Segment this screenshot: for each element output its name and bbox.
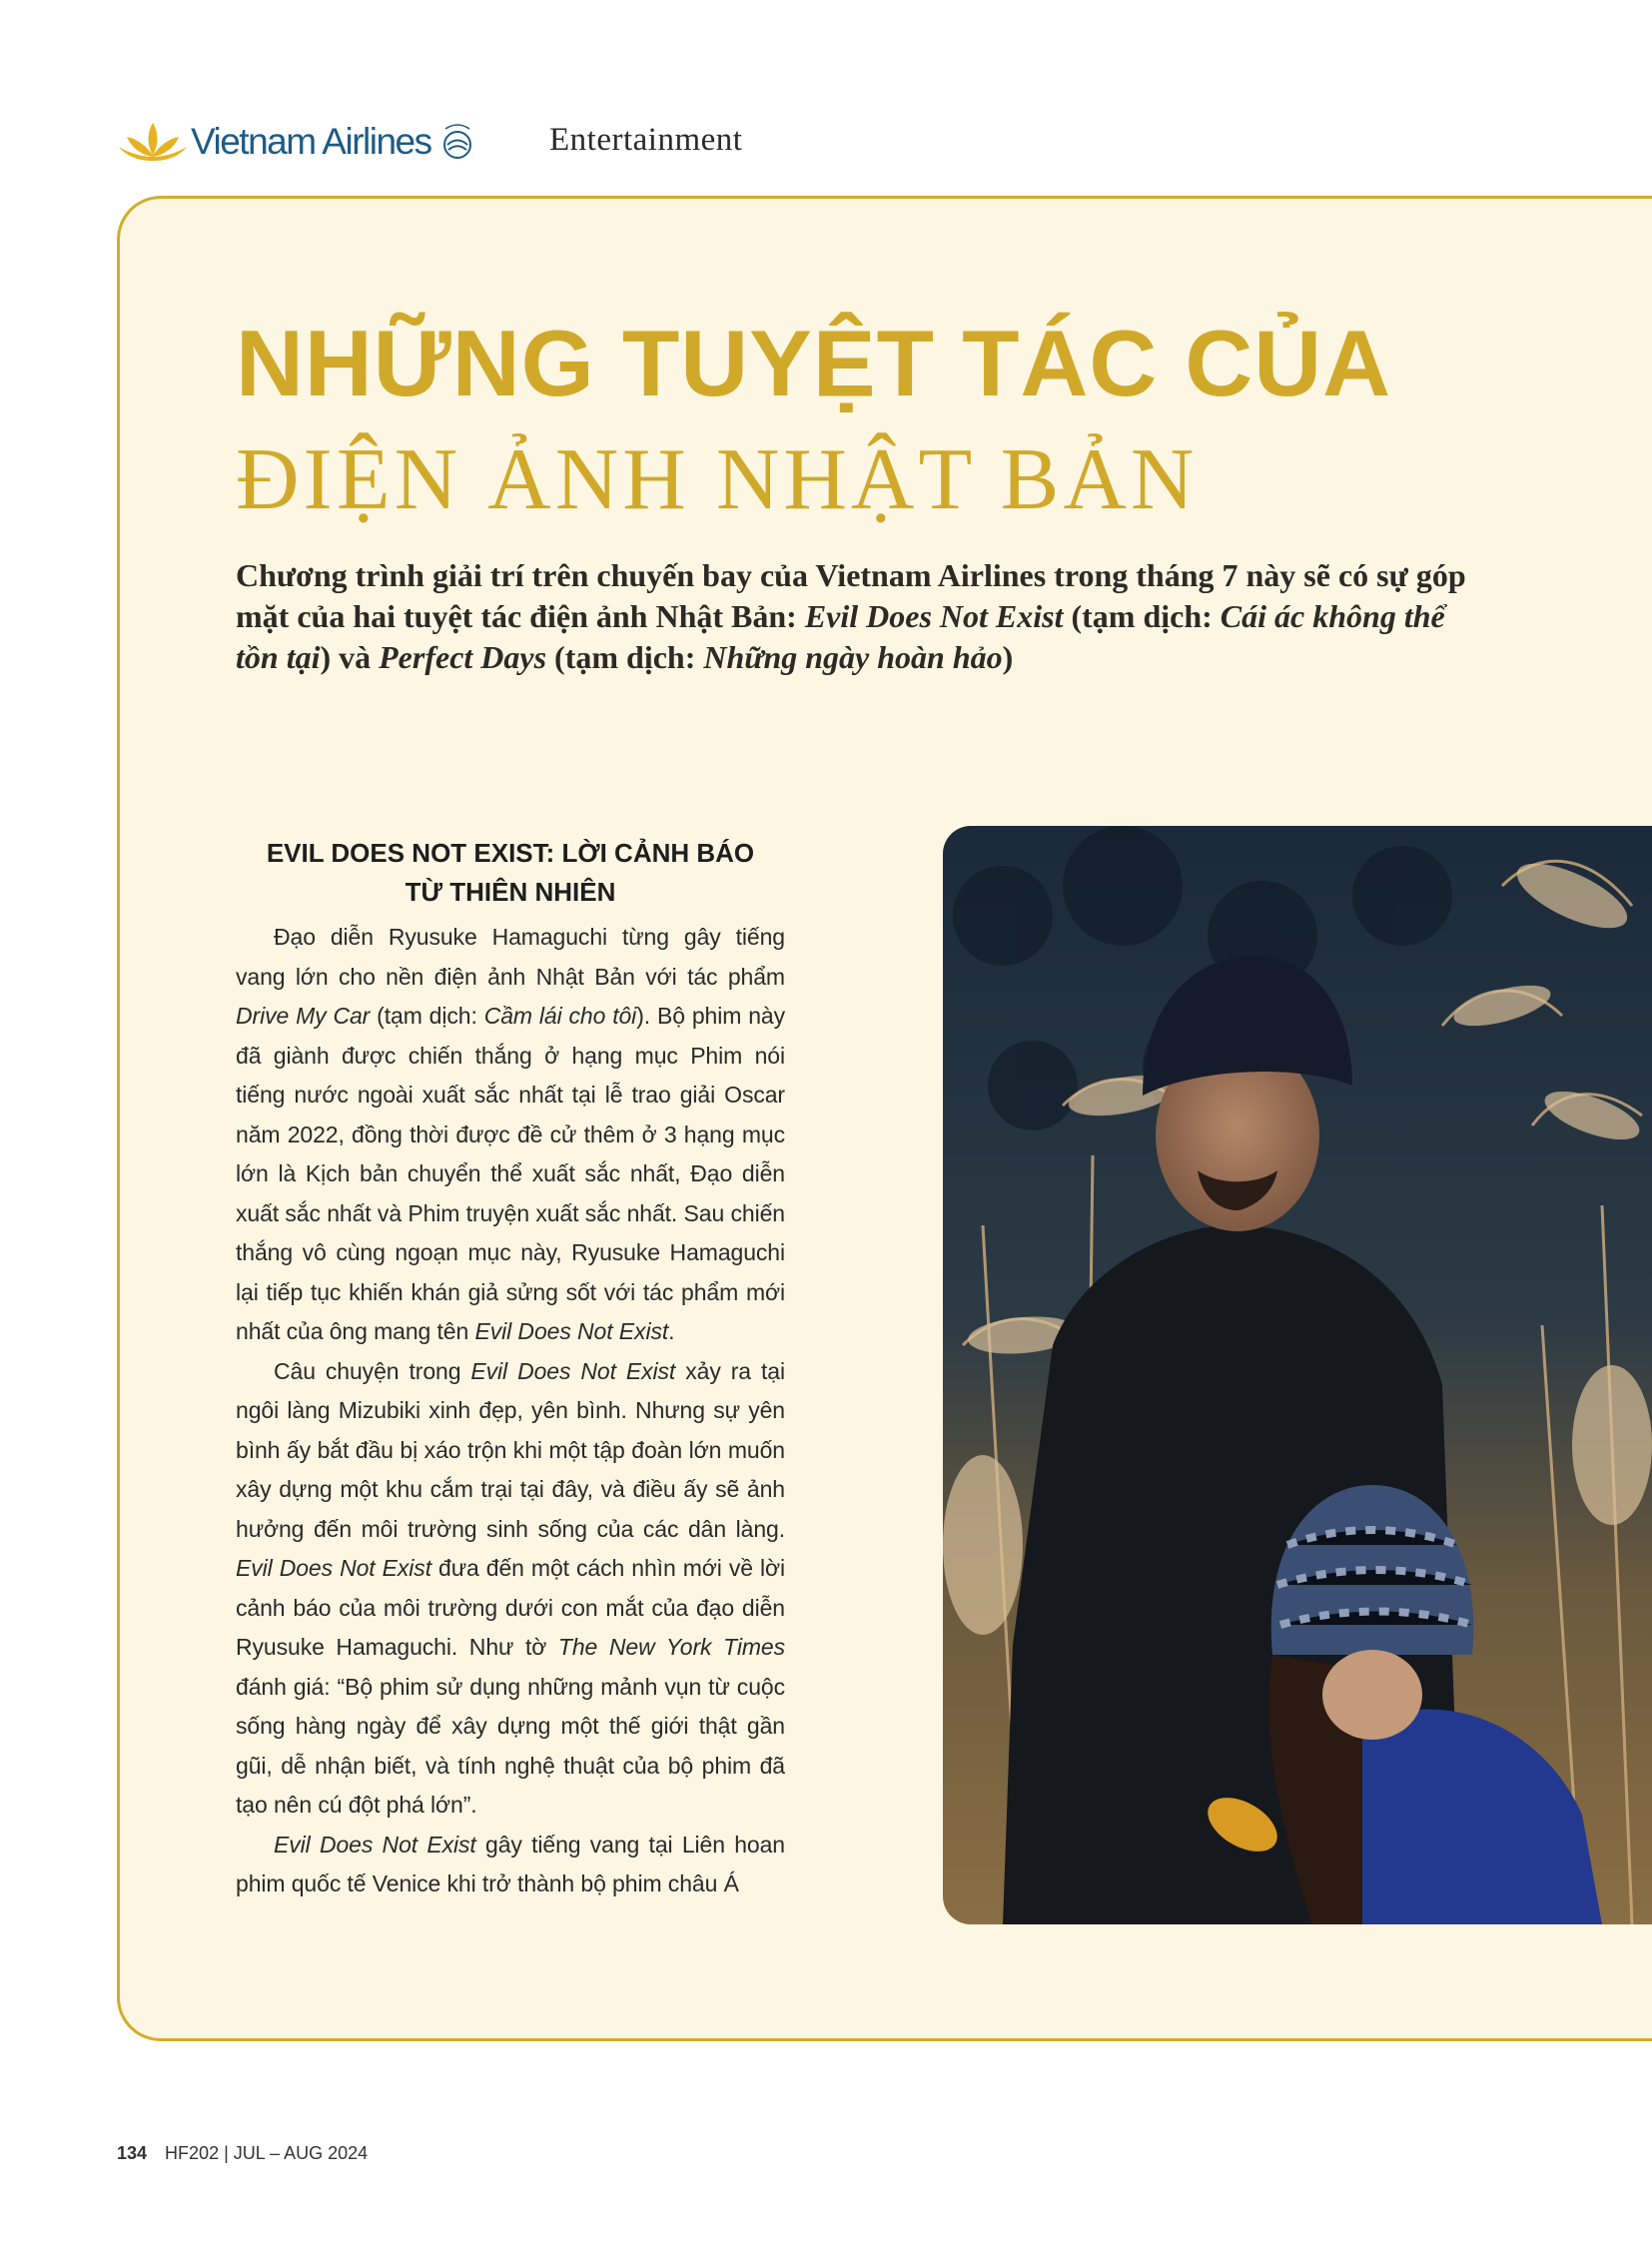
intro-text: (tạm dịch: (1063, 598, 1221, 634)
film-title: Evil Does Not Exist (470, 1357, 676, 1384)
publication-name: The New York Times (557, 1634, 785, 1660)
film-title: Evil Does Not Exist (474, 1318, 669, 1344)
intro-text: Chương trình giải trí trên chuyến bay của Vietnam Airlines trong tháng 7 này sẽ có sự góp mặt của hai tuyệt tác điện ảnh Nhật Bản: (236, 557, 1466, 634)
film-still-photo (943, 826, 1652, 1924)
film-title: Drive My Car (236, 1003, 371, 1029)
intro-film-title: Perfect Days (379, 639, 547, 675)
section-heading-line-2: TỪ THIÊN NHIÊN (405, 877, 616, 907)
intro-text: ) (1002, 639, 1014, 675)
intro-text: (tạm dịch: (546, 639, 704, 675)
issue-label: HF202 | JUL – AUG 2024 (165, 2143, 369, 2163)
page-footer (117, 2143, 368, 2164)
film-title: Evil Does Not Exist (236, 1555, 431, 1581)
body-text: (tạm dịch: (370, 1003, 484, 1029)
section-heading-line-1: EVIL DOES NOT EXIST: LỜI CẢNH BÁO (266, 838, 755, 868)
body-paragraph-2 (236, 1352, 785, 1826)
section-heading (236, 834, 785, 912)
body-text: xảy ra tại ngôi làng Mizubiki xinh đẹp, yên bình. Nhưng sự yên bình ấy bắt đầu bị xáo trộn khi một tập đoàn lớn muốn xây dựng một khu cắm trại tại đây, và điều ấy sẽ ảnh hưởng đến môi trường sinh sống của các dân làng. (236, 1357, 785, 1542)
vietnam-airlines-logo (117, 112, 475, 172)
body-text: . (668, 1318, 675, 1344)
skyteam-icon (439, 119, 475, 165)
intro-film-title: Evil Does Not Exist (804, 598, 1064, 634)
brand-name: Vietnam Airlines (191, 121, 431, 162)
film-still-illustration (943, 826, 1652, 1924)
title-line-2: ĐIỆN ẢNH NHẬT BẢN (236, 431, 1199, 528)
intro-translation: Cái ác không thể tồn tại (236, 598, 1445, 675)
article-column (236, 834, 785, 1904)
body-text: ). Bộ phim này đã giành được chiến thắng ở hạng mục Phim nói tiếng nước ngoài xuất sắc nhất tại lễ trao giải Oscar năm 2022, đồng thời được đề cử thêm ở 3 hạng mục lớn là Kịch bản chuyển thể xuất sắc nhất, Đạo diễn xuất sắc nhất và Phim truyện xuất sắc nhất. Sau chiến thắng vô cùng ngoạn mục này, Ryusuke Hamaguchi lại tiếp tục khiến khán giả sửng sốt với tác phẩm mới nhất của ông mang tên (236, 1003, 785, 1344)
body-text: đánh giá: “Bộ phim sử dụng những mảnh vụn từ cuộc sống hàng ngày để xây dựng một thế giới thật gần gũi, dễ nhận biết, và tính nghệ thuật của bộ phim đã tạo nên cú đột phá lớn”. (236, 1673, 785, 1818)
intro-translation: Những ngày hoàn hảo (703, 639, 1003, 675)
body-text: gây tiếng vang tại Liên hoan phim quốc tế Venice khi trở thành bộ phim châu Á (236, 1831, 785, 1896)
intro-text: ) và (320, 639, 380, 675)
intro-paragraph (236, 555, 1494, 678)
title-line-1: NHỮNG TUYỆT TÁC CỦA (236, 311, 1392, 415)
film-translation: Cầm lái cho tôi (483, 1003, 637, 1029)
page-header (117, 112, 816, 172)
body-paragraph-3 (236, 1826, 785, 1904)
lotus-icon (117, 119, 189, 165)
body-text: Đạo diễn Ryusuke Hamaguchi từng gây tiếng vang lớn cho nền điện ảnh Nhật Bản với tác phẩm (236, 924, 785, 990)
section-label: Entertainment (549, 122, 743, 158)
body-paragraph-1 (236, 918, 785, 1352)
body-text: Câu chuyện trong (274, 1357, 471, 1384)
body-text: đưa đến một cách nhìn mới về lời cảnh báo của môi trường dưới con mắt của đạo diễn Ryusuke Hamaguchi. Như tờ (236, 1555, 785, 1660)
film-title: Evil Does Not Exist (274, 1831, 476, 1858)
page-number: 134 (117, 2143, 148, 2163)
